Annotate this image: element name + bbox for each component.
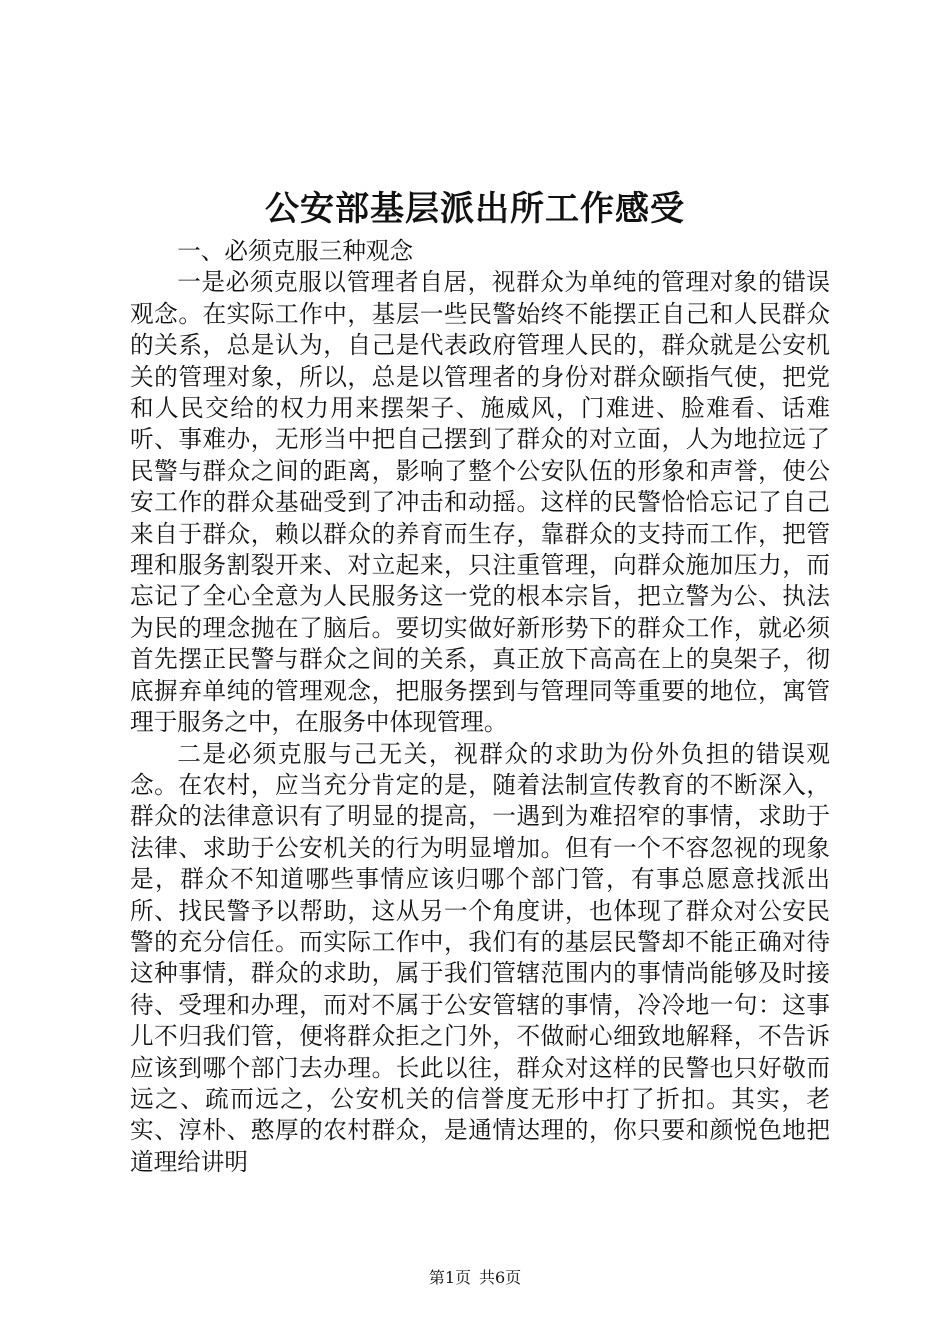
document-body bbox=[130, 236, 830, 1178]
page-footer bbox=[0, 1266, 950, 1290]
page-number: 第1页 bbox=[428, 1268, 471, 1287]
body-paragraph: 二是必须克服与己无关，视群众的求助为份外负担的错误观念。在农村，应当充分肯定的是，随着法制宣传教育的不断深入，群众的法律意识有了明显的提高，一遇到为难招窄的事情，求助于法律、求助于公安机关的行为明显增加。但有一个不容忽视的现象是，群众不知道哪些事情应该归哪个部门管，有事总愿意找派出所、找民警予以帮助，这从另一个角度讲，也体现了群众对公安民警的充分信任。而实际工作中，我们有的基层民警却不能正确对待这种事情，群众的求助，属于我们管辖范围内的事情尚能够及时接待、受理和办理，而对不属于公安管辖的事情，冷冷地一句：这事儿不归我们管，便将群众拒之门外，不做耐心细致地解释，不告诉应该到哪个部门去办理。长此以往，群众对这样的民警也只好敬而远之、疏而远之，公安机关的信誉度无形中打了折扣。其实，老实、淳朴、憨厚的农村群众，是通情达理的，你只要和颜悦色地把道理给讲明 bbox=[130, 739, 830, 1176]
page-total: 共6页 bbox=[479, 1268, 522, 1287]
body-paragraph: 一是必须克服以管理者自居，视群众为单纯的管理对象的错误观念。在实际工作中，基层一些民警始终不能摆正自己和人民群众的关系，总是认为，自己是代表政府管理人民的，群众就是公安机关的管理对象，所以，总是以管理者的身份对群众颐指气使，把党和人民交给的权力用来摆架子、施威风，门难进、脸难看、话难听、事难办，无形当中把自己摆到了群众的对立面，人为地拉远了民警与群众之间的距离，影响了整个公安队伍的形象和声誉，使公安工作的群众基础受到了冲击和动摇。这样的民警恰恰忘记了自己来自于群众，赖以群众的养育而生存，靠群众的支持而工作，把管理和服务割裂开来、对立起来，只注重管理，向群众施加压力，而忘记了全心全意为人民服务这一党的根本宗旨，把立警为公、执法为民的理念抛在了脑后。要切实做好新形势下的群众工作，就必须首先摆正民警与群众之间的关系，真正放下高高在上的臭架子，彻底摒弃单纯的管理观念，把服务摆到与管理同等重要的地位，寓管理于服务之中，在服务中体现管理。 bbox=[130, 268, 830, 737]
section-heading: 一、必须克服三种观念 bbox=[177, 237, 414, 265]
document-title: 公安部基层派出所工作感受 bbox=[265, 189, 685, 229]
